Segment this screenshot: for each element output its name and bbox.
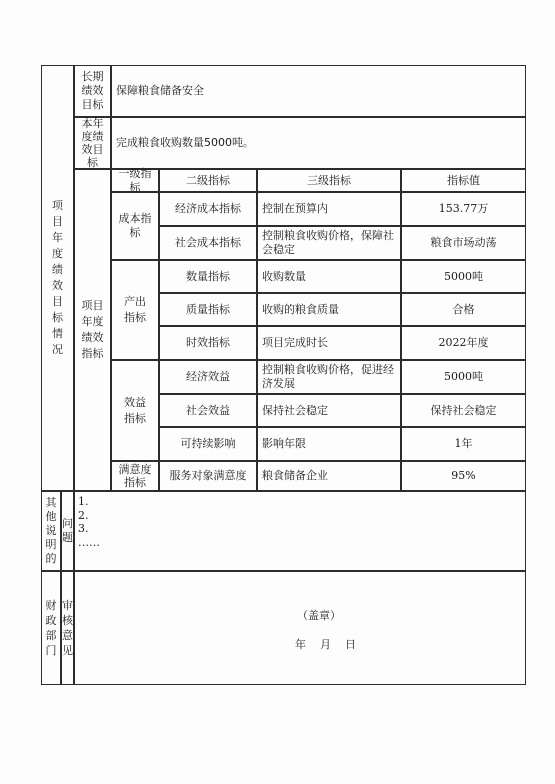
indicator-level2-text: 经济成本指标 <box>175 202 241 215</box>
indicator-level2-cell <box>159 360 257 394</box>
other-notes-outer-label <box>41 491 61 571</box>
label-char: 意 <box>62 629 73 642</box>
indicator-value-text: 1年 <box>454 437 473 450</box>
group-benefit: 效益指标 <box>111 360 159 461</box>
indicator-value-cell <box>401 427 526 461</box>
indicator-level3-cell <box>257 326 401 360</box>
review-opinion-label <box>61 571 74 685</box>
label-char: 核 <box>62 614 73 627</box>
indicator-level2-text: 经济效益 <box>186 370 230 383</box>
label-char: 题 <box>62 531 73 544</box>
indicator-level2-text: 质量指标 <box>186 302 230 316</box>
indicator-level2-cell <box>159 427 257 461</box>
indicator-level3-cell <box>257 260 401 293</box>
label-char: 政 <box>45 614 57 627</box>
label-char: 情 <box>52 327 63 340</box>
other-notes-item: 1. <box>78 495 89 508</box>
header-level2: 二级指标 <box>159 169 257 192</box>
indicator-value-text: 5000吨 <box>444 269 483 283</box>
indicator-level3-text: 粮食储备企业 <box>262 469 328 482</box>
indicator-level2-cell <box>159 226 257 260</box>
other-notes-inner-label <box>61 491 74 571</box>
finance-dept-label <box>41 571 61 685</box>
indicator-value-cell <box>401 394 526 427</box>
group-output: 产出指标 <box>111 260 159 360</box>
indicator-value-text: 2022年度 <box>438 336 489 349</box>
other-notes-content <box>74 491 526 571</box>
label-char: 他 <box>45 510 57 523</box>
long-term-target-label: 长期绩效目标 <box>74 65 111 117</box>
label-char: 的 <box>45 552 57 565</box>
indicator-level2-cell <box>159 394 257 427</box>
label-char: 财 <box>45 599 57 612</box>
indicator-value-cell <box>401 293 526 326</box>
indicator-level3-cell <box>257 461 401 491</box>
long-term-target-value: 保障粮食储备安全 <box>111 65 526 117</box>
label-char: 绩 <box>52 263 63 276</box>
indicator-value-cell <box>401 360 526 394</box>
indicator-value-cell <box>401 226 526 260</box>
header-level1: 一级指标 <box>111 169 159 192</box>
label-char: 审 <box>62 599 73 612</box>
label-char: 部 <box>45 629 57 642</box>
indicator-level2-text: 社会成本指标 <box>175 236 241 249</box>
indicator-value-text: 保持社会稳定 <box>430 403 497 417</box>
indicator-value-cell <box>401 260 526 293</box>
indicator-level2-cell <box>159 192 257 226</box>
annual-target-value: 完成粮食收购数量5000吨。 <box>111 117 526 169</box>
indicator-level3-cell <box>257 192 401 226</box>
other-notes-item: 3. <box>78 522 89 535</box>
indicator-level3-text: 收购数量 <box>262 269 306 283</box>
indicator-level3-text: 项目完成时长 <box>262 336 328 349</box>
indicator-value-cell <box>401 192 526 226</box>
label-char: 问 <box>62 517 73 530</box>
label-char: 目 <box>52 295 63 308</box>
indicator-level3-cell <box>257 394 401 427</box>
indicator-level3-cell <box>257 427 401 461</box>
indicator-level3-text: 影响年限 <box>262 437 306 450</box>
label-char: 况 <box>52 343 63 356</box>
label-char: 效 <box>52 279 63 292</box>
indicator-level3-text: 控制粮食收购价格，促进经济发展 <box>262 363 394 390</box>
label-char: 年 <box>52 231 63 244</box>
section-title-annual-targets <box>41 65 74 491</box>
seal-placeholder: （盖章） <box>297 609 341 622</box>
indicator-level2-text: 数量指标 <box>186 269 230 283</box>
annual-target-label: 本年度绩效目标 <box>74 117 111 169</box>
indicator-level2-text: 社会效益 <box>186 403 230 417</box>
indicator-level2-cell <box>159 293 257 326</box>
indicator-value-text: 粮食市场动荡 <box>430 236 497 249</box>
indicator-level2-text: 时效指标 <box>186 336 230 349</box>
indicator-level3-text: 保持社会稳定 <box>262 403 328 417</box>
label-char: 标 <box>52 311 63 324</box>
other-notes-list <box>78 495 100 549</box>
header-level3: 三级指标 <box>257 169 401 192</box>
indicator-level3-cell <box>257 360 401 394</box>
indicator-level3-text: 控制在预算内 <box>262 202 328 215</box>
review-opinion-content <box>74 571 526 685</box>
indicator-value-text: 5000吨 <box>444 370 483 383</box>
indicator-level3-text: 控制粮食收购价格，保障社会稳定 <box>262 229 394 256</box>
label-char: 度 <box>52 247 63 260</box>
indicator-level2-text: 可持续影响 <box>180 437 236 450</box>
label-char: 明 <box>45 538 57 551</box>
indicator-level3-cell <box>257 293 401 326</box>
label-char: 说 <box>45 524 57 537</box>
header-value: 指标值 <box>401 169 526 192</box>
annual-indicator-label: 项目年度绩效指标 <box>74 169 111 491</box>
indicator-level2-cell <box>159 461 257 491</box>
indicator-value-text: 合格 <box>452 302 475 316</box>
indicator-level3-text: 收购的粮食质量 <box>262 302 339 316</box>
indicator-value-cell <box>401 461 526 491</box>
label-char: 门 <box>45 644 57 657</box>
indicator-value-cell <box>401 326 526 360</box>
group-satisfaction: 满意度指标 <box>111 461 159 491</box>
performance-target-table <box>41 65 526 685</box>
label-char: 其 <box>45 496 57 509</box>
indicator-value-text: 95% <box>451 469 476 482</box>
other-notes-item: …… <box>78 535 100 549</box>
indicator-value-text: 153.77万 <box>438 202 489 215</box>
label-char: 见 <box>62 644 73 657</box>
indicator-level3-cell <box>257 226 401 260</box>
group-cost: 成本指标 <box>111 192 159 260</box>
other-notes-item: 2. <box>78 508 89 522</box>
label-char: 项 <box>52 199 63 212</box>
indicator-level2-cell <box>159 326 257 360</box>
indicator-level2-cell <box>159 260 257 293</box>
indicator-level2-text: 服务对象满意度 <box>169 469 247 482</box>
date-line: 年 月 日 <box>295 638 356 651</box>
label-char: 目 <box>52 215 63 228</box>
